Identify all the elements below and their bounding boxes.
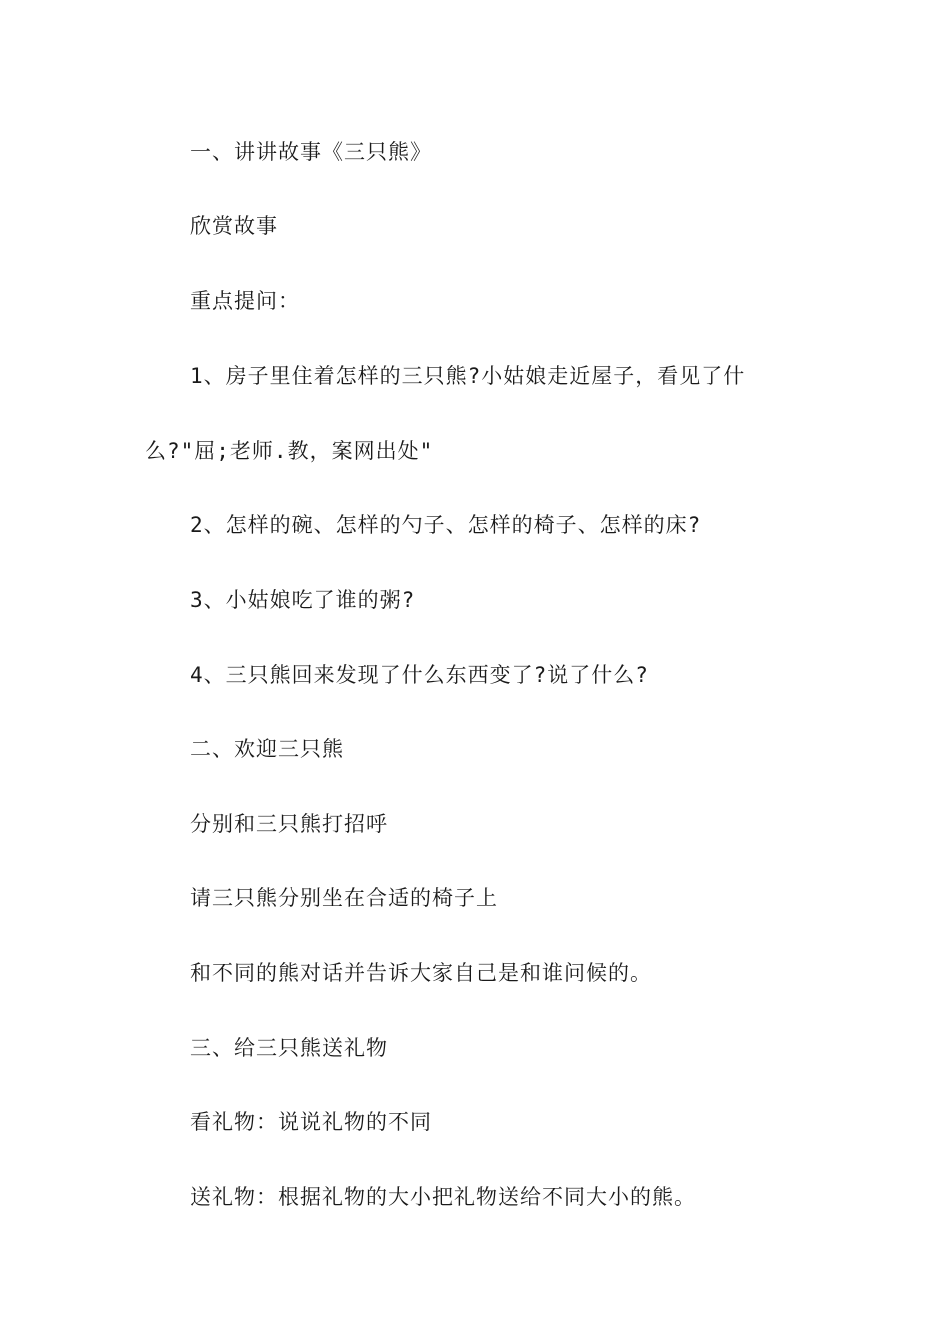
heading-story: 一、讲讲故事《三只熊》 [190,140,432,164]
heading-welcome: 二、欢迎三只熊 [190,737,344,761]
paragraph-line: 送礼物：根据礼物的大小把礼物送给不同大小的熊。 [190,1185,696,1209]
paragraph-line: 请三只熊分别坐在合适的椅子上 [190,886,498,910]
paragraph-line: 2、怎样的碗、怎样的勺子、怎样的椅子、怎样的床? [190,513,702,537]
heading-gifts: 三、给三只熊送礼物 [190,1036,388,1060]
paragraph-line: 和不同的熊对话并告诉大家自己是和谁问候的。 [190,961,652,985]
paragraph-line-continuation: 么?"屈;老师.教，案网出处" [145,439,434,463]
paragraph-line: 欣赏故事 [190,214,278,238]
paragraph-line: 分别和三只熊打招呼 [190,812,388,836]
paragraph-line: 3、小姑娘吃了谁的粥? [190,588,416,612]
paragraph-line: 重点提问： [190,289,300,313]
paragraph-line: 看礼物：说说礼物的不同 [190,1110,432,1134]
paragraph-line: 1、房子里住着怎样的三只熊?小姑娘走近屋子，看见了什 [190,364,746,388]
paragraph-line: 4、三只熊回来发现了什么东西变了?说了什么? [190,663,649,687]
